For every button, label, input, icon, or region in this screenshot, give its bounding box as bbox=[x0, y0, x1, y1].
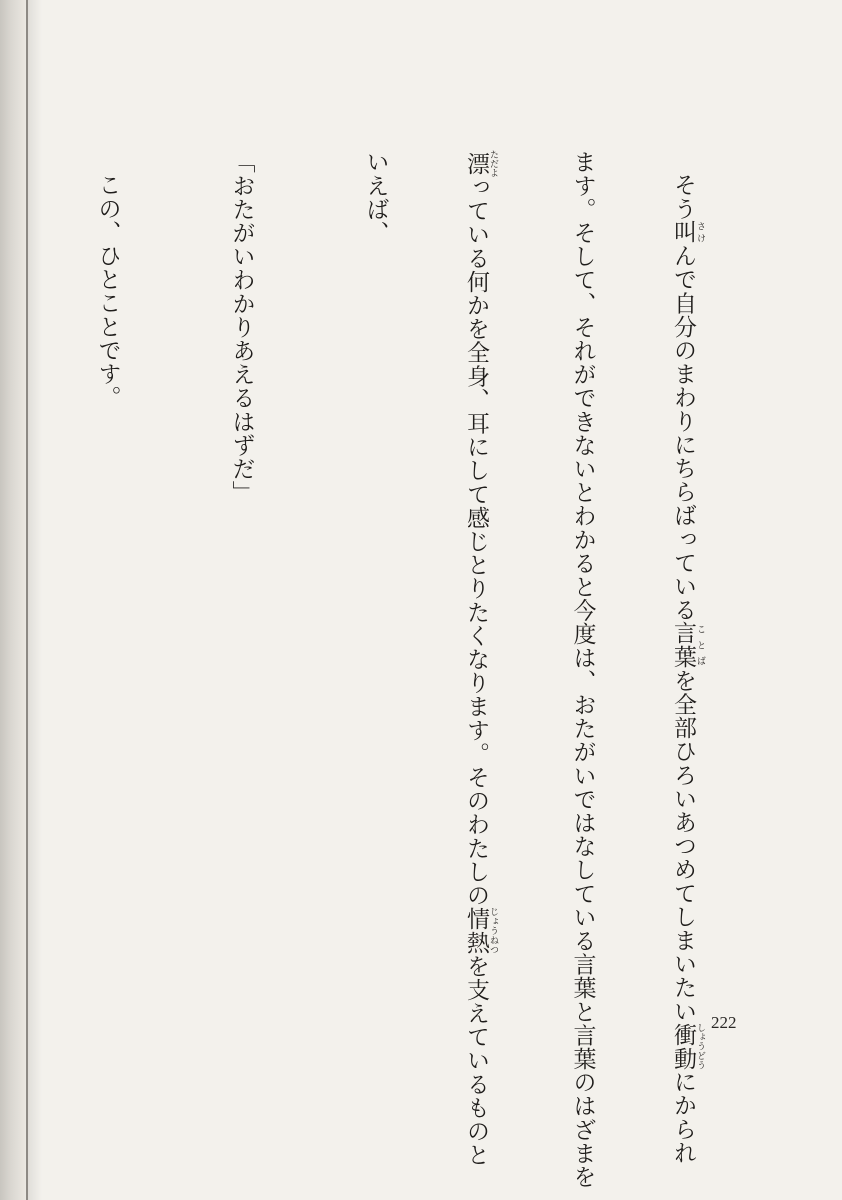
afterword-text bbox=[0, 150, 772, 1189]
page-number: 222 bbox=[711, 1013, 737, 1032]
text-line: いえば、 bbox=[362, 150, 389, 245]
quote-line: 「おたがいわかりあえるはずだ」 bbox=[228, 150, 255, 504]
text-line: ます。そして、それができないとわかると今度は、おたがいではなしている言葉と言葉のはざまを bbox=[569, 150, 596, 1189]
text-line: そう叫 さけんで自分のまわりにちらばっている言葉 ことばを全部ひろいあつめてしまいたい衝動 しょうどうにかられ bbox=[670, 173, 705, 1165]
text-line: 漂 ただよっている何かを全身、耳にして感じとりたくなります。そのわたしの情熱 じょうねつを支えているものと bbox=[463, 150, 498, 1167]
text-line: この、ひとことです。 bbox=[94, 173, 121, 409]
